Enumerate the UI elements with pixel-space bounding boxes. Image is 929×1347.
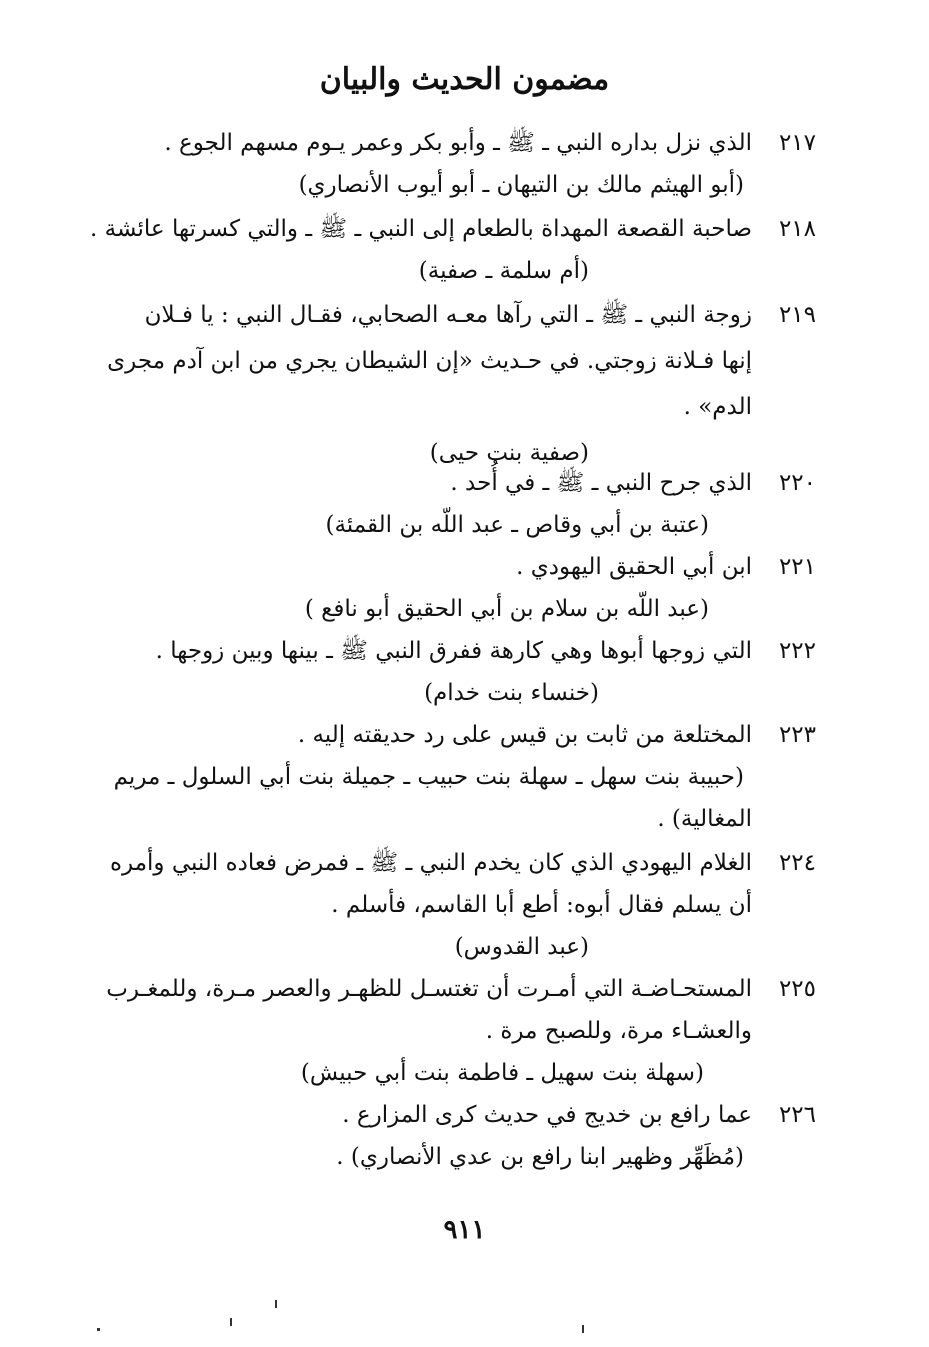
entry-answer: (صفية بنت حيى) bbox=[429, 440, 589, 466]
entry-text: الذي نزل بداره النبي ـ ﷺ ـ وأبو بكر وعمر يـوم مسهم الجوع . bbox=[164, 130, 752, 156]
entry-answer-line-1: (حبيبة بنت سهل ـ سهلة بنت حبيب ـ جميلة بنت أبي السلول ـ مريم bbox=[113, 764, 744, 790]
scan-speck bbox=[230, 1318, 232, 1326]
entry-answer-line-2: المغالية) . bbox=[657, 806, 752, 832]
entry-221 bbox=[114, 546, 814, 630]
scan-speck bbox=[275, 1300, 277, 1308]
entry-text-line-2: أن يسلم فقال أبوه: أطع أبا القاسم، فأسلم . bbox=[331, 892, 752, 918]
entry-text-line-1: الغلام اليهودي الذي كان يخدم النبي ـ ﷺ ـ فمرض فعاده النبي وأمره bbox=[109, 850, 752, 876]
entry-text-line-2: والعشـاء مرة، وللصبح مرة . bbox=[485, 1018, 752, 1044]
entry-answer: (أم سلمة ـ صفية) bbox=[418, 258, 589, 284]
entry-number: ٢٢٥ bbox=[778, 976, 816, 1002]
entry-223 bbox=[114, 714, 814, 840]
entry-answer: (عتبة بن أبي وقاص ـ عبد اللّه بن القمئة) bbox=[325, 512, 709, 538]
entry-text: ابن أبي الحقيق اليهودي . bbox=[516, 554, 752, 580]
entry-217 bbox=[114, 122, 814, 206]
entry-number: ٢١٩ bbox=[778, 302, 816, 328]
entry-226 bbox=[114, 1094, 814, 1178]
entry-224 bbox=[109, 842, 816, 968]
entry-220 bbox=[114, 462, 814, 546]
entry-225 bbox=[106, 968, 816, 1094]
entry-number: ٢١٨ bbox=[778, 216, 816, 242]
entry-answer: (عبد القدوس) bbox=[454, 934, 589, 960]
entry-219 bbox=[107, 292, 816, 476]
entry-number: ٢٢٤ bbox=[778, 850, 816, 876]
entry-text: التي زوجها أبوها وهي كارهة ففرق النبي ﷺ ـ بينها وبين زوجها . bbox=[155, 638, 752, 664]
entry-answer: (عبد اللّه بن سلام بن أبي الحقيق أبو نافع ) bbox=[304, 596, 709, 622]
entry-number: ٢١٧ bbox=[778, 130, 816, 156]
scan-speck bbox=[582, 1325, 584, 1333]
entry-number: ٢٢٣ bbox=[778, 722, 816, 748]
entry-answer: (سهلة بنت سهيل ـ فاطمة بنت أبي حبيش) bbox=[300, 1060, 704, 1086]
entry-text-line-3: الدم» . bbox=[683, 394, 752, 420]
entry-number: ٢٢٢ bbox=[778, 638, 816, 664]
entry-number: ٢٢٠ bbox=[778, 470, 816, 496]
entry-number: ٢٢٦ bbox=[778, 1102, 816, 1128]
page-number: ٩١١ bbox=[443, 1215, 486, 1245]
entry-text-line-1: زوجة النبي ـ ﷺ ـ التي رآها معـه الصحابي، فقـال النبي : يا فـلان bbox=[144, 302, 752, 328]
entry-218 bbox=[90, 208, 816, 292]
entry-text-line-2: إنها فـلانة زوجتي. في حـديث «إن الشيطان يجري من ابن آدم مجرى bbox=[107, 348, 752, 374]
page-title: مضمون الحديث والبيان bbox=[319, 62, 610, 97]
entry-number: ٢٢١ bbox=[778, 554, 816, 580]
entry-text: صاحبة القصعة المهداة بالطعام إلى النبي ـ ﷺ ـ والتي كسرتها عائشة . bbox=[90, 216, 752, 242]
entry-text: المختلعة من ثابت بن قيس على رد حديقته إليه . bbox=[297, 722, 752, 748]
entry-answer: (أبو الهيثم مالك بن التيهان ـ أبو أيوب الأنصاري) bbox=[298, 172, 744, 198]
entry-222 bbox=[114, 630, 814, 714]
entry-text-line-1: المستحـاضـة التي أمـرت أن تغتسـل للظهـر والعصر مـرة، وللمغـرب bbox=[106, 976, 752, 1002]
entry-text: عما رافع بن خديج في حديث كرى المزارع . bbox=[342, 1102, 752, 1128]
entry-answer: (مُظَهِّر وظهير ابنا رافع بن عدي الأنصاري) . bbox=[336, 1144, 744, 1170]
entry-answer: (خنساء بنت خدام) bbox=[424, 680, 599, 706]
scan-speck bbox=[97, 1328, 100, 1331]
entry-text: الذي جرح النبي ـ ﷺ ـ في أُحد . bbox=[450, 470, 752, 496]
